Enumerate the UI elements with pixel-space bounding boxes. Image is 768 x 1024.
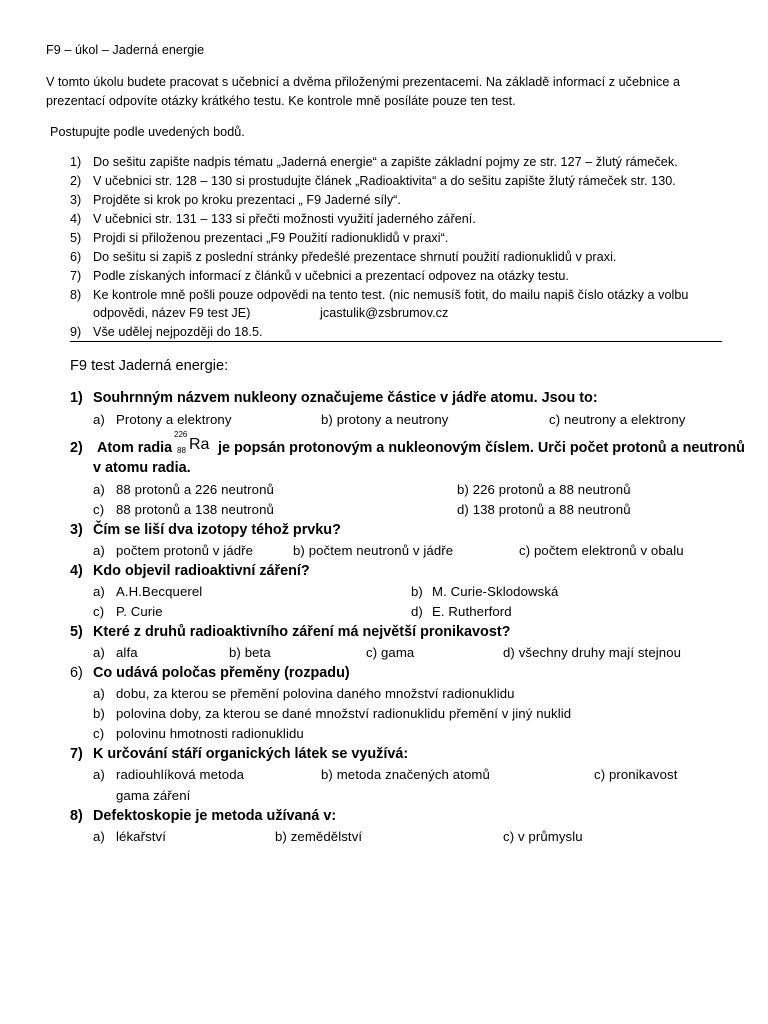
step-text: Projdi si přiloženou prezentaci „F9 Použití radionuklidů v praxi“. — [93, 231, 449, 245]
step-number: 8) — [70, 288, 82, 302]
question-text: Čím se liší dva izotopy téhož prvku? — [93, 522, 341, 538]
intro-line-1: V tomto úkolu budete pracovat s učebnicí a dvěma přiloženými prezentacemi. Na základě informací z učebnice a — [46, 75, 681, 89]
option-text: d) všechny druhy mají stejnou — [503, 645, 682, 660]
step-text: Projděte si krok po kroku prezentaci „ F9 Jaderné síly“. — [93, 193, 401, 207]
option-text: 88 protonů a 226 neutronů — [116, 482, 274, 497]
question-number: 3) — [70, 522, 83, 538]
step-number: 1) — [70, 155, 82, 169]
option-text: b) beta — [229, 645, 271, 660]
step-number: 3) — [70, 193, 82, 207]
option-text: radiouhlíková metoda — [116, 767, 245, 782]
option-label: c) — [93, 604, 105, 619]
step-number: 9) — [70, 325, 82, 339]
option-label: d) — [411, 604, 423, 619]
option-text: c) v průmyslu — [503, 829, 583, 844]
question-text: Které z druhů radioaktivního záření má největší pronikavost? — [93, 624, 511, 640]
question-text: Defektoskopie je metoda užívaná v: — [93, 808, 337, 824]
option-text: Protony a elektrony — [116, 412, 232, 427]
option-label: a) — [93, 686, 105, 701]
option-text: polovinu hmotnosti radionuklidu — [116, 726, 304, 741]
option-text: M. Curie-Sklodowská — [432, 584, 559, 599]
question-text: Kdo objevil radioaktivní záření? — [93, 563, 310, 579]
question-number: 6) — [70, 665, 83, 681]
option-text: d) 138 protonů a 88 neutronů — [457, 502, 631, 517]
element-symbol: Ra — [189, 436, 210, 453]
question-text: Co udává poločas přeměny (rozpadu) — [93, 665, 350, 681]
option-text: c) gama — [366, 645, 415, 660]
step-number: 6) — [70, 250, 82, 264]
option-text: b) metoda značených atomů — [321, 767, 490, 782]
step-text: Ke kontrole mně pošli pouze odpovědi na tento test. (nic nemusíš fotit, do mailu napiš číslo otázky a volbu — [93, 288, 689, 302]
mass-number: 226 — [174, 430, 188, 439]
option-text: polovina doby, za kterou se dané množství radionuklidu přemění v jiný nuklid — [116, 706, 572, 721]
intro-line-2: prezentací odpovíte otázky krátkého testu. Ke kontrole mně posíláte pouze ten test. — [46, 94, 516, 108]
option-text: A.H.Becquerel — [116, 584, 203, 599]
question-text: K určování stáří organických látek se využívá: — [93, 746, 409, 762]
step-text: V učebnici str. 128 – 130 si prostudujte článek „Radioaktivita“ a do sešitu zapište žlutý rámeček str. 130. — [93, 174, 676, 188]
question-text: Souhrnným názvem nukleony označujeme částice v jádře atomu. Jsou to: — [93, 390, 598, 406]
option-label: c) — [93, 502, 105, 517]
option-label: b) — [411, 584, 423, 599]
question-number: 8) — [70, 808, 83, 824]
step-text: Do sešitu zapište nadpis tématu „Jaderná energie“ a zapište základní pojmy ze str. 127 – žlutý rámeček. — [93, 155, 678, 169]
question-number: 1) — [70, 390, 83, 406]
question-number: 5) — [70, 624, 83, 640]
option-text: b) protony a neutrony — [321, 412, 449, 427]
option-text-continued: gama záření — [116, 788, 191, 803]
option-text: počtem protonů v jádře — [116, 543, 254, 558]
option-text: b) počtem neutronů v jádře — [293, 543, 454, 558]
question-number: 7) — [70, 746, 83, 762]
document-title: F9 – úkol – Jaderná energie — [46, 43, 205, 57]
option-text: c) neutrony a elektrony — [549, 412, 686, 427]
option-text: alfa — [116, 645, 138, 660]
option-text: E. Rutherford — [432, 604, 512, 619]
step-text: Podle získaných informací z článků v učebnici a prezentací odpovez na otázky testu. — [93, 269, 569, 283]
section-divider — [70, 341, 722, 342]
option-label: a) — [93, 645, 105, 660]
option-text: c) pronikavost — [594, 767, 678, 782]
question-text: je popsán protonovým a nukleonovým číslem. Urči počet protonů a neutronů — [218, 440, 745, 456]
question-text: Atom radia — [97, 440, 173, 456]
atomic-number: 88 — [177, 446, 186, 455]
option-text: b) 226 protonů a 88 neutronů — [457, 482, 631, 497]
question-number: 2) — [70, 440, 83, 456]
step-number: 7) — [70, 269, 82, 283]
option-text: lékařství — [116, 829, 166, 844]
option-label: a) — [93, 482, 105, 497]
option-label: a) — [93, 767, 105, 782]
step-text: V učebnici str. 131 – 133 si přečti možnosti využití jaderného záření. — [93, 212, 476, 226]
option-text: 88 protonů a 138 neutronů — [116, 502, 274, 517]
option-label: b) — [93, 706, 105, 721]
email-link[interactable]: jcastulik@zsbrumov.cz — [320, 306, 449, 320]
question-text-continued: v atomu radia. — [93, 460, 191, 476]
step-number: 5) — [70, 231, 82, 245]
option-label: a) — [93, 543, 105, 558]
option-label: a) — [93, 412, 105, 427]
option-label: a) — [93, 829, 105, 844]
step-text: Vše udělej nejpozději do 18.5. — [93, 325, 263, 339]
step-number: 2) — [70, 174, 82, 188]
question-number: 4) — [70, 563, 83, 579]
option-text: c) počtem elektronů v obalu — [519, 543, 684, 558]
step-number: 4) — [70, 212, 82, 226]
option-label: c) — [93, 726, 105, 741]
option-text: P. Curie — [116, 604, 163, 619]
step-text-continued: odpovědi, název F9 test JE) — [93, 306, 251, 320]
option-label: a) — [93, 584, 105, 599]
option-text: b) zemědělství — [275, 829, 363, 844]
test-title: F9 test Jaderná energie: — [70, 358, 229, 374]
step-text: Do sešitu si zapiš z poslední stránky předešlé prezentace shrnutí použití radionuklidů v praxi. — [93, 250, 617, 264]
option-text: dobu, za kterou se přemění polovina daného množství radionuklidu — [116, 686, 515, 701]
steps-intro: Postupujte podle uvedených bodů. — [50, 125, 245, 139]
